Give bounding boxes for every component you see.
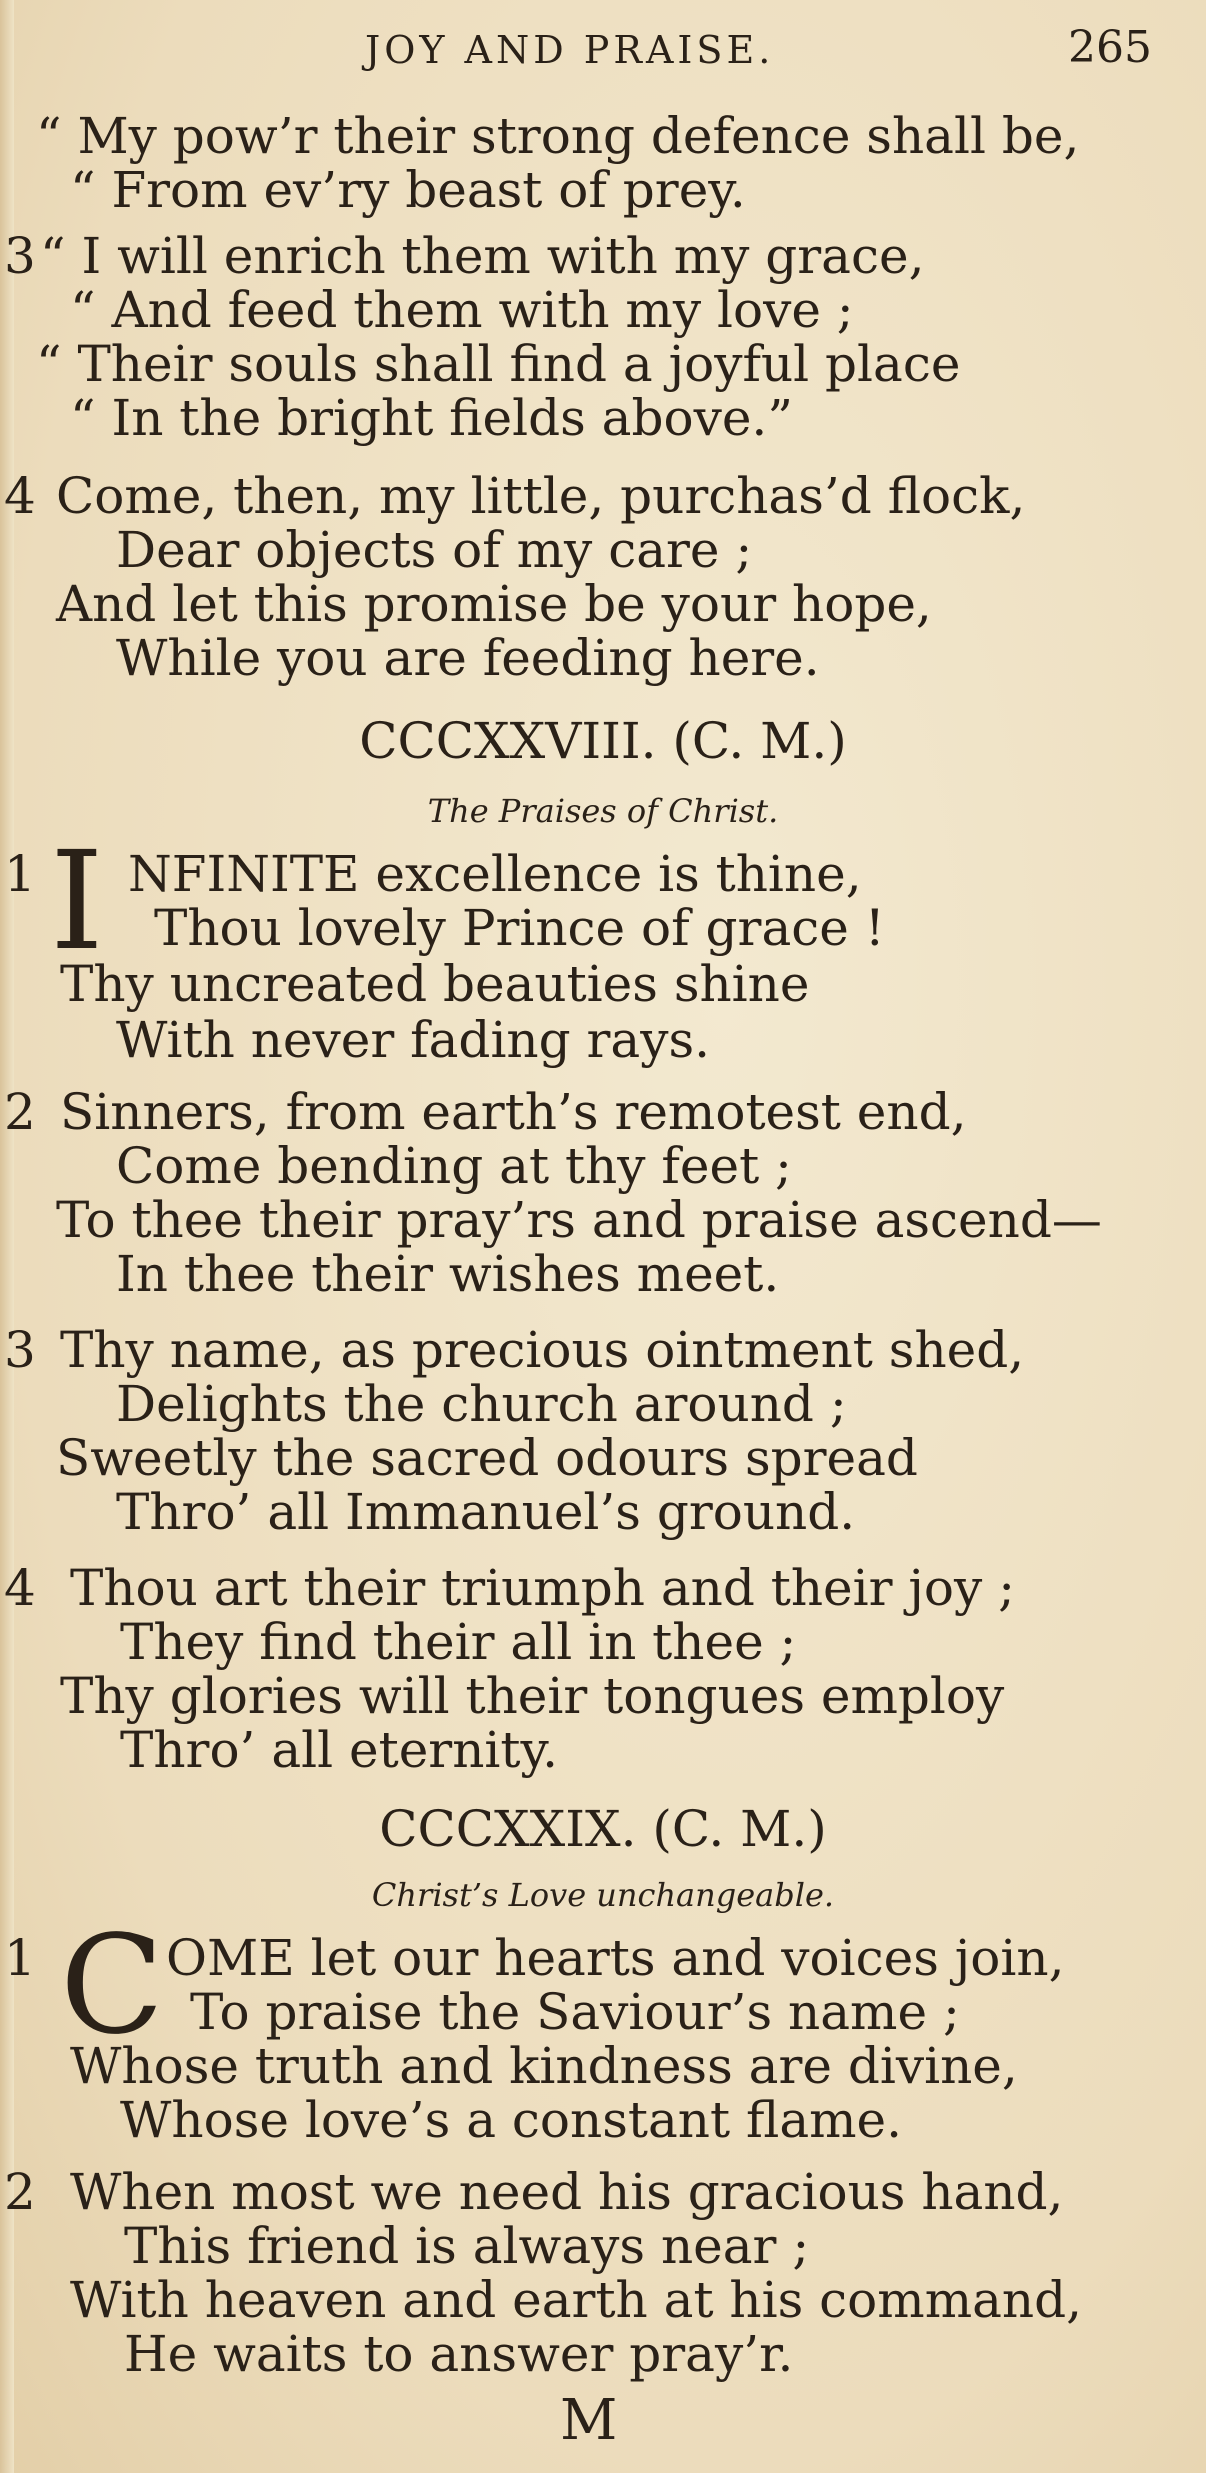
verse-line: They find their all in thee ; bbox=[120, 1613, 797, 1671]
verse-line: While you are feeding here. bbox=[116, 629, 820, 687]
verse-line: Thro’ all eternity. bbox=[120, 1721, 558, 1779]
verse-number: 4 bbox=[4, 467, 36, 525]
drop-cap: I bbox=[50, 823, 104, 981]
page-number: 265 bbox=[1068, 22, 1152, 73]
page-edge bbox=[0, 0, 14, 2473]
verse-line: Whose love’s a constant flame. bbox=[120, 2091, 903, 2149]
verse-line: This friend is always near ; bbox=[124, 2217, 810, 2275]
page-header bbox=[0, 22, 1206, 82]
hymn-subtitle: The Praises of Christ. bbox=[427, 792, 779, 830]
hymn-title: CCCXXIX. (C. M.) bbox=[379, 1800, 827, 1858]
verse-line: Whose truth and kindness are divine, bbox=[70, 2037, 1018, 2095]
hymn-subtitle: Christ’s Love unchangeable. bbox=[371, 1876, 835, 1914]
verse-line: “ From ev’ry beast of prey. bbox=[70, 161, 746, 219]
verse-line: When most we need his gracious hand, bbox=[70, 2163, 1064, 2221]
verse-number: 2 bbox=[4, 1083, 36, 1141]
verse-line: Sweetly the sacred odours spread bbox=[56, 1429, 918, 1487]
verse-line: To praise the Saviour’s name ; bbox=[190, 1983, 960, 2041]
verse-line: Come bending at thy feet ; bbox=[116, 1137, 792, 1195]
verse-line: With heaven and earth at his command, bbox=[70, 2271, 1083, 2329]
verse-line: “ My pow’r their strong defence shall be, bbox=[36, 107, 1080, 165]
verse-number: 1 bbox=[4, 1929, 36, 1987]
verse-number: 2 bbox=[4, 2163, 36, 2221]
verse-line: Sinners, from earth’s remotest end, bbox=[60, 1083, 967, 1141]
verse-line: “ Their souls shall find a joyful place bbox=[36, 335, 961, 393]
running-title: JOY AND PRAISE. bbox=[365, 28, 775, 72]
verse-line: Thro’ all Immanuel’s ground. bbox=[116, 1483, 856, 1541]
verse-line: Thy uncreated beauties shine bbox=[60, 955, 810, 1013]
verse-line: Come, then, my little, purchas’d flock, bbox=[56, 467, 1026, 525]
hymn-title: CCCXXVIII. (C. M.) bbox=[359, 712, 847, 770]
signature-mark: M bbox=[560, 2388, 618, 2453]
verse-line: “ And feed them with my love ; bbox=[70, 281, 854, 339]
verse-line: Thy name, as precious ointment shed, bbox=[60, 1321, 1025, 1379]
verse-number: 3 bbox=[4, 1321, 36, 1379]
verse-line: Thou art their triumph and their joy ; bbox=[70, 1559, 1015, 1617]
verse-number: 1 bbox=[4, 845, 36, 903]
verse-line: And let this promise be your hope, bbox=[56, 575, 932, 633]
verse-line: With never fading rays. bbox=[116, 1011, 711, 1069]
verse-line: NFINITE excellence is thine, bbox=[128, 845, 862, 903]
verse-line: “ I will enrich them with my grace, bbox=[40, 227, 925, 285]
verse-number: 4 bbox=[4, 1559, 36, 1617]
verse-line: To thee their pray’rs and praise ascend— bbox=[56, 1191, 1102, 1249]
verse-line: Thou lovely Prince of grace ! bbox=[154, 899, 885, 957]
verse-number: 3 bbox=[4, 227, 36, 285]
verse-line: Delights the church around ; bbox=[116, 1375, 847, 1433]
verse-line: Dear objects of my care ; bbox=[116, 521, 753, 579]
verse-line: In thee their wishes meet. bbox=[116, 1245, 780, 1303]
verse-line: He waits to answer pray’r. bbox=[124, 2325, 794, 2383]
verse-line: “ In the bright fields above.” bbox=[70, 389, 793, 447]
drop-cap: C bbox=[60, 1907, 165, 2065]
verse-line: Thy glories will their tongues employ bbox=[60, 1667, 1005, 1725]
verse-line: OME let our hearts and voices join, bbox=[166, 1929, 1065, 1987]
